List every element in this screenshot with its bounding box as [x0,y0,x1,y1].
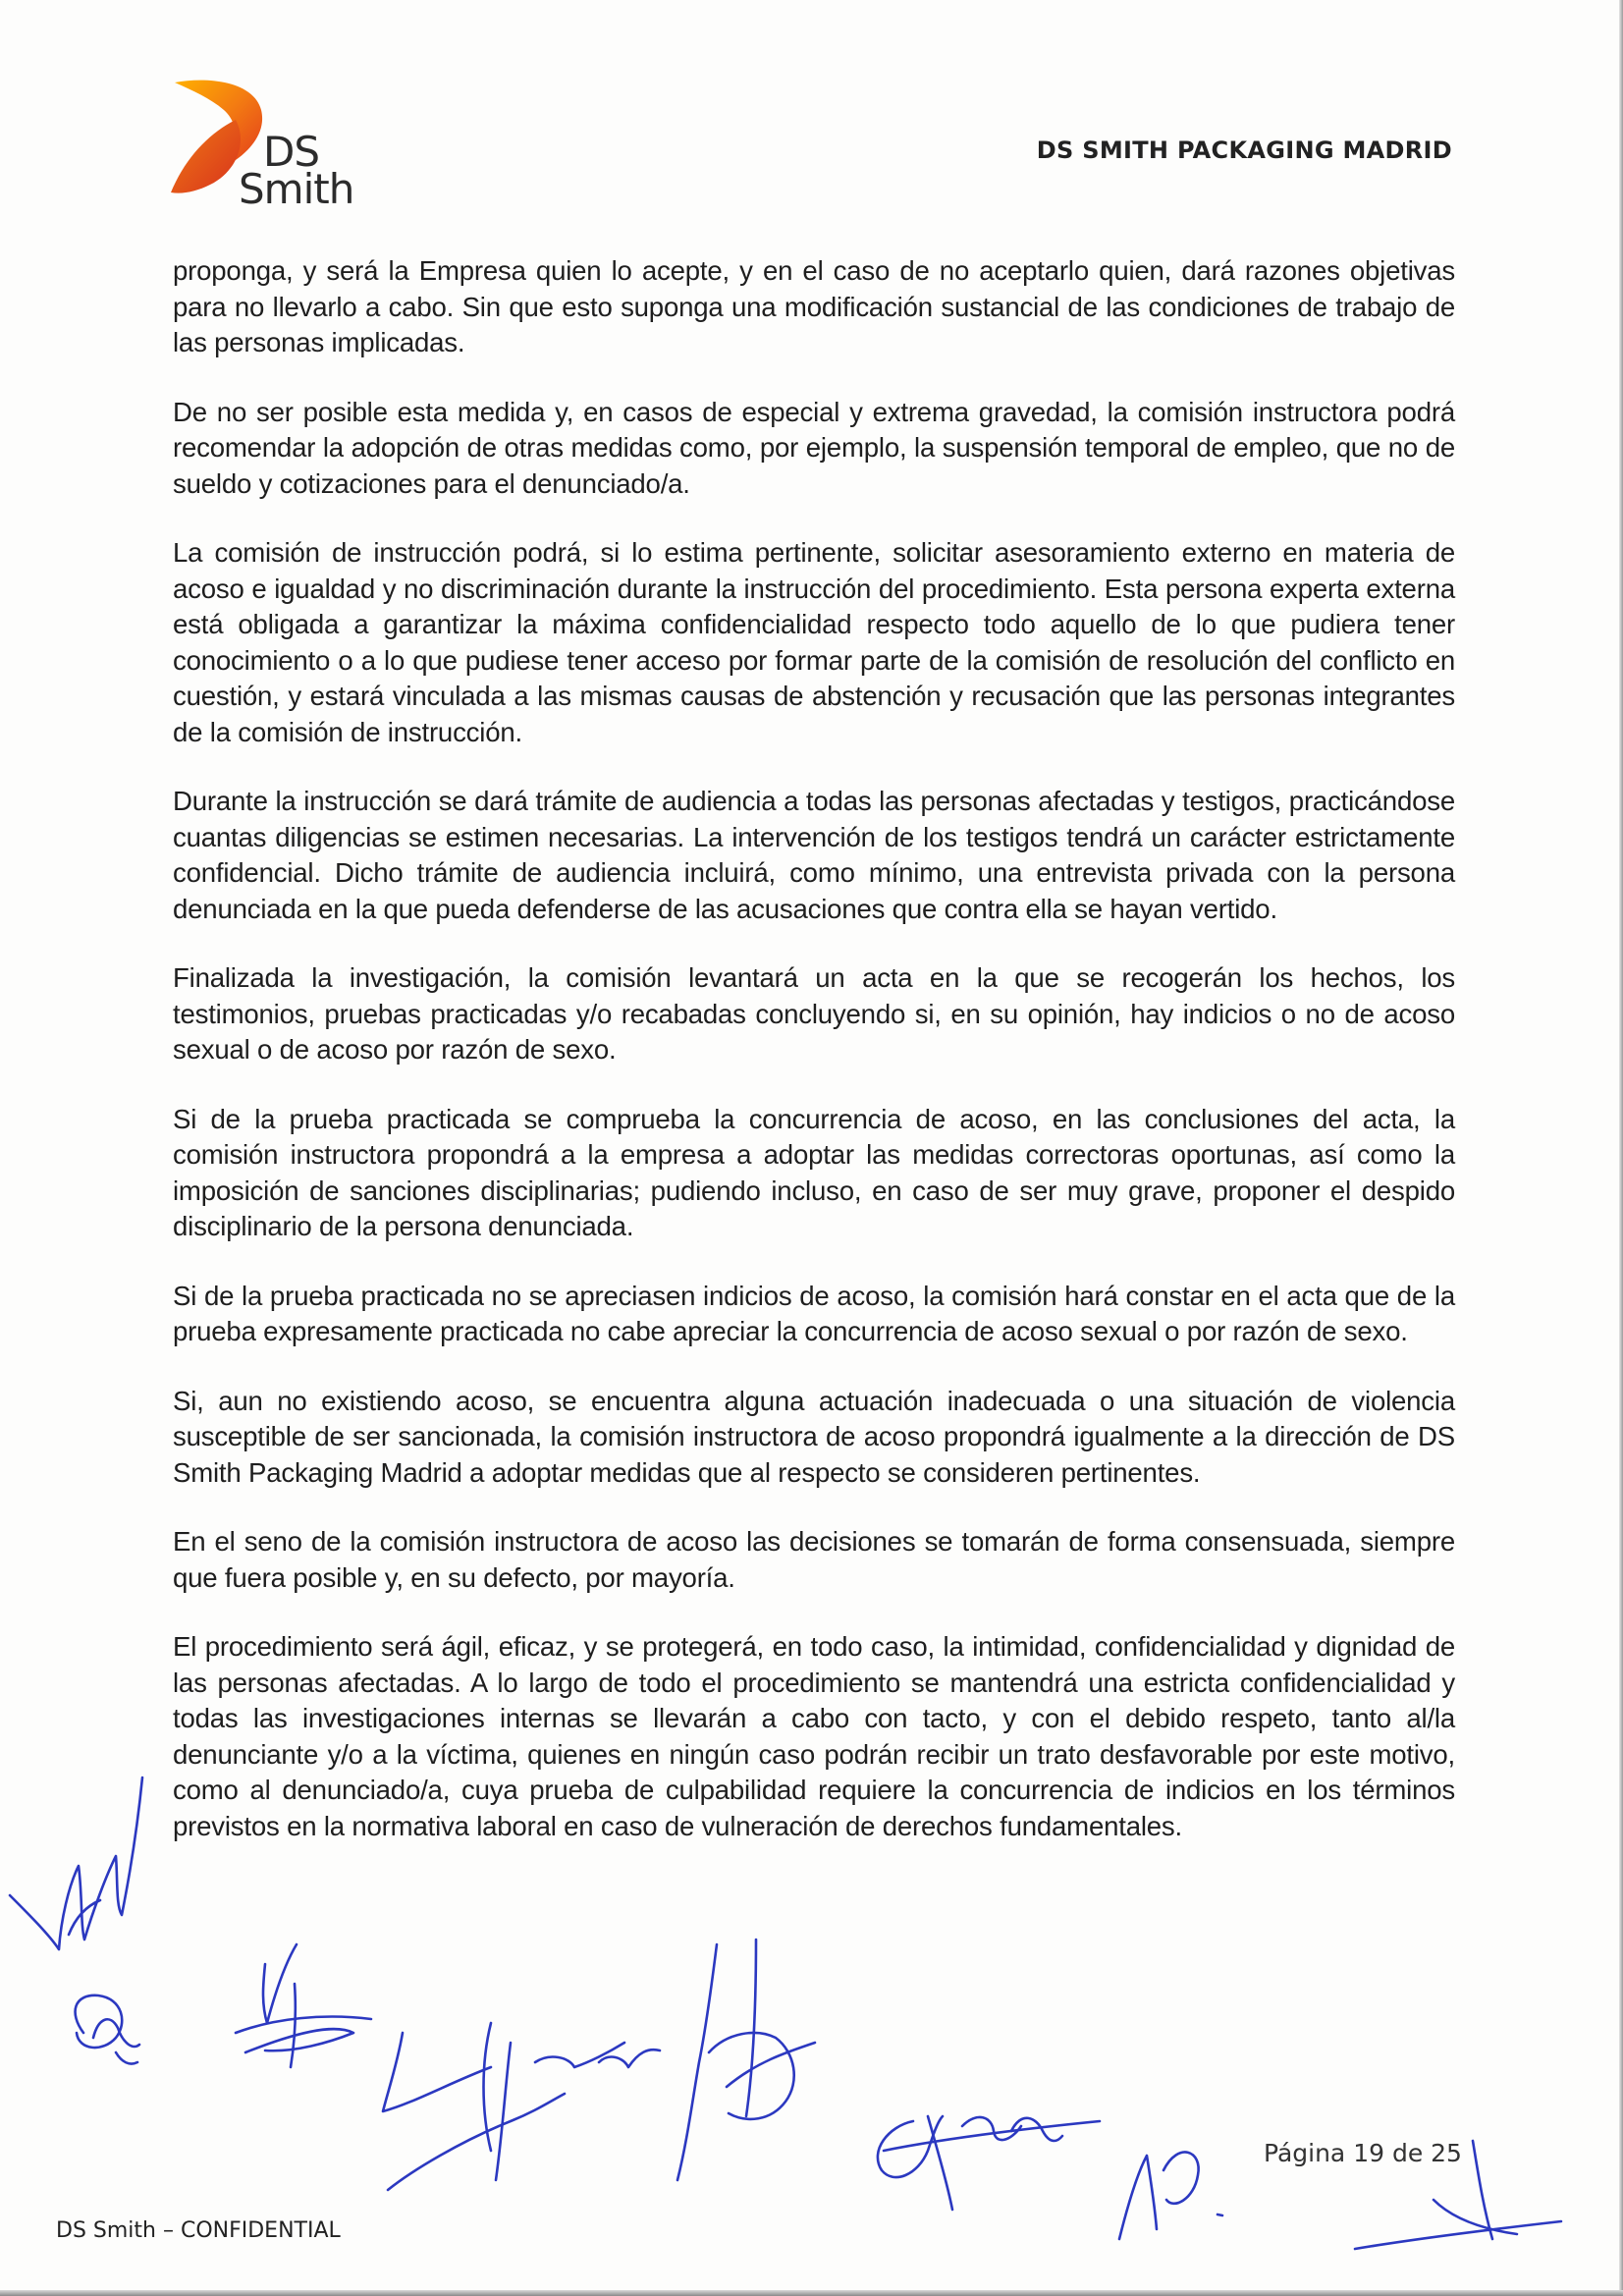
paragraph: El procedimiento será ágil, eficaz, y se protegerá, en todo caso, la intimidad, confidencialidad y dignidad de las personas afectadas. A lo largo de todo el procedimiento se mantendrá una estricta confidencialidad y todas las investigaciones internas se llevarán a cabo con tacto, y con el debido respeto, tanto al/la denunciante y/o a la víctima, quienes en ningún caso podrán recibir un trato desfavorable por este motivo, como al denunciado/a, cuya prueba de culpabilidad requiere la concurrencia de indicios en los términos previstos en la normativa laboral en caso de vulneración de derechos fundamentales. [173,1631,1455,1841]
paragraph: Si, aun no existiendo acoso, se encuentra alguna actuación inadecuada o una situación de violencia susceptible de ser sancionada, la comisión instructora de acoso propondrá igualmente a la dirección de DS Smith Packaging Madrid a adoptar medidas que al respecto se consideren pertinentes. [173,1385,1455,1488]
paragraph: Si de la prueba practicada no se apreciasen indicios de acoso, la comisión hará constar en el acta que de la prueba expresamente practicada no cabe apreciar la concurrencia de acoso sexual o por razón de sexo. [173,1280,1455,1346]
paragraph: Finalizada la investigación, la comisión levantará un acta en la que se recogerán los hechos, los testimonios, pruebas practicadas y/o recabadas concluyendo si, en su opinión, hay indicios o no de acoso sexual o de acoso por razón de sexo. [173,962,1455,1065]
paragraph: proponga, y será la Empresa quien lo acepte, y en el caso de no aceptarlo quien, dará razones objetivas para no llevarlo a cabo. Sin que esto suponga una modificación sustancial de las condiciones de trabajo de las personas implicadas. [173,255,1455,357]
document-body [173,253,1455,1878]
paragraph: De no ser posible esta medida y, en casos de especial y extrema gravedad, la comisión instructora podrá recomendar la adopción de otras medidas como, por ejemplo, la suspensión temporal de empleo, que no de sueldo y cotizaciones para el denunciado/a. [173,396,1455,499]
paragraph: La comisión de instrucción podrá, si lo estima pertinente, solicitar asesoramiento externo en materia de acoso e igualdad y no discriminación durante la instrucción del procedimiento. Esta persona experta externa está obligada a garantizar la máxima confidencialidad respecto todo aquello de lo que pudiera tener conocimiento o a lo que pudiese tener acceso por formar parte de la comisión de resolución del conflicto en cuestión, y estará vinculada a las mismas causas de abstención y recusación que las personas integrantes de la comisión de instrucción. [173,537,1455,747]
confidential-label: DS Smith – CONFIDENTIAL [56,2218,341,2243]
paragraph: Si de la prueba practicada se comprueba la concurrencia de acoso, en las conclusiones del acta, la comisión instructora propondrá a la empresa a adoptar las medidas correctoras oportunas, así como la imposición de sanciones disciplinarias; pudiendo incluso, en caso de ser muy grave, proponer el despido disciplinario de la persona denunciada. [173,1103,1455,1241]
logo-text-ds: DS [263,128,320,176]
company-header: DS SMITH PACKAGING MADRID [1036,137,1452,164]
paragraph: En el seno de la comisión instructora de acoso las decisiones se tomarán de forma consensuada, siempre que fuera posible y, en su defecto, por mayoría. [173,1526,1455,1593]
logo-text-smith: Smith [239,165,354,213]
page-number: Página 19 de 25 [1264,2139,1462,2167]
page-bottom-shadow [0,2290,1623,2296]
signatures-icon [0,1738,1623,2288]
paragraph: Durante la instrucción se dará trámite de audiencia a todas las personas afectadas y testigos, practicándose cuantas diligencias se estimen necesarias. La intervención de los testigos tendrá un carácter estrictamente confidencial. Dicho trámite de audiencia incluirá, como mínimo, una entrevista privada con la persona denunciada en la que pueda defenderse de las acusaciones que contra ella se hayan vertido. [173,786,1455,924]
